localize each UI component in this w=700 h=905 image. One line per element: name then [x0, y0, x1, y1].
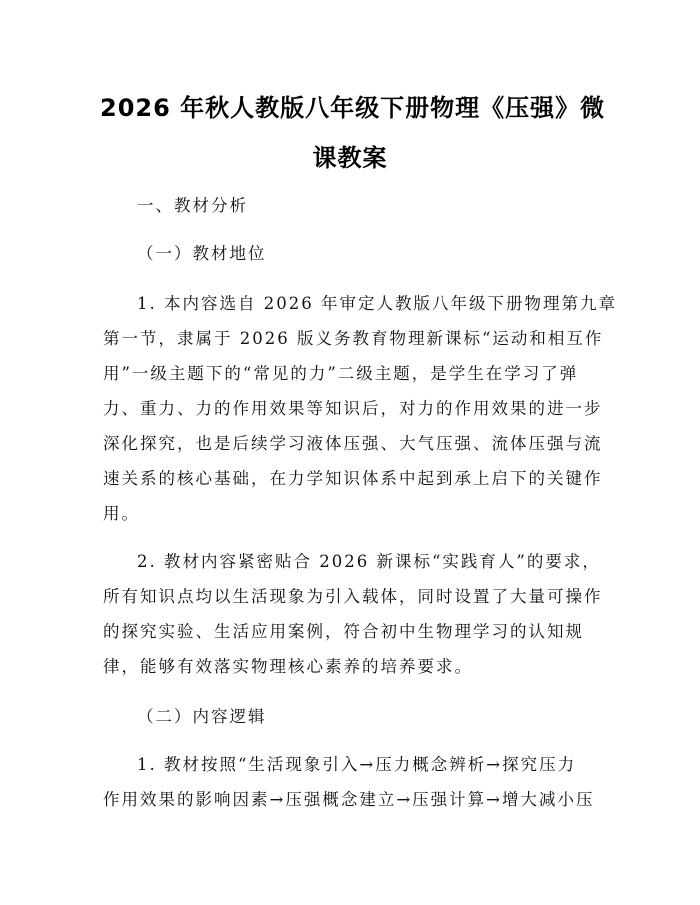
paragraph-2-line: 律，能够有效落实物理核心素养的培养要求。 [103, 657, 473, 676]
paragraph-2-line: 所有知识点均以生活现象为引入载体，同时设置了大量可操作 [103, 587, 603, 606]
paragraph-1-line: 用。 [103, 504, 140, 523]
document-title-line-2: 课教案 [312, 144, 388, 172]
paragraph-3-line: 作用效果的影响因素→压强概念建立→压强计算→增大减小压 [103, 790, 595, 809]
subsection-heading-content-logic: （二）内容逻辑 [137, 707, 267, 726]
document-title-line-1: 2026 年秋人教版八年级下册物理《压强》微 [100, 94, 606, 122]
section-heading-materials-analysis: 一、教材分析 [137, 196, 248, 215]
paragraph-1-line: 速关系的核心基础，在力学知识体系中起到承上启下的关键作 [103, 469, 603, 488]
paragraph-1-line: 第一节，隶属于 2026 版义务教育物理新课标“运动和相互作 [103, 329, 604, 348]
paragraph-1-line: 用”一级主题下的“常见的力”二级主题，是学生在学习了弹 [103, 364, 579, 383]
subsection-heading-status: （一）教材地位 [137, 244, 267, 263]
paragraph-1-line: 1. 本内容选自 2026 年审定人教版八年级下册物理第九章 [137, 294, 617, 313]
paragraph-1-line: 深化探究，也是后续学习液体压强、大气压强、流体压强与流 [103, 434, 603, 453]
paragraph-3-line: 1. 教材按照“生活现象引入→压力概念辨析→探究压力 [137, 755, 577, 774]
paragraph-1-line: 力、重力、力的作用效果等知识后，对力的作用效果的进一步 [103, 399, 603, 418]
paragraph-2-line: 2. 教材内容紧密贴合 2026 新课标“实践育人”的要求， [137, 552, 601, 571]
paragraph-2-line: 的探究实验、生活应用案例，符合初中生物理学习的认知规 [103, 622, 584, 641]
